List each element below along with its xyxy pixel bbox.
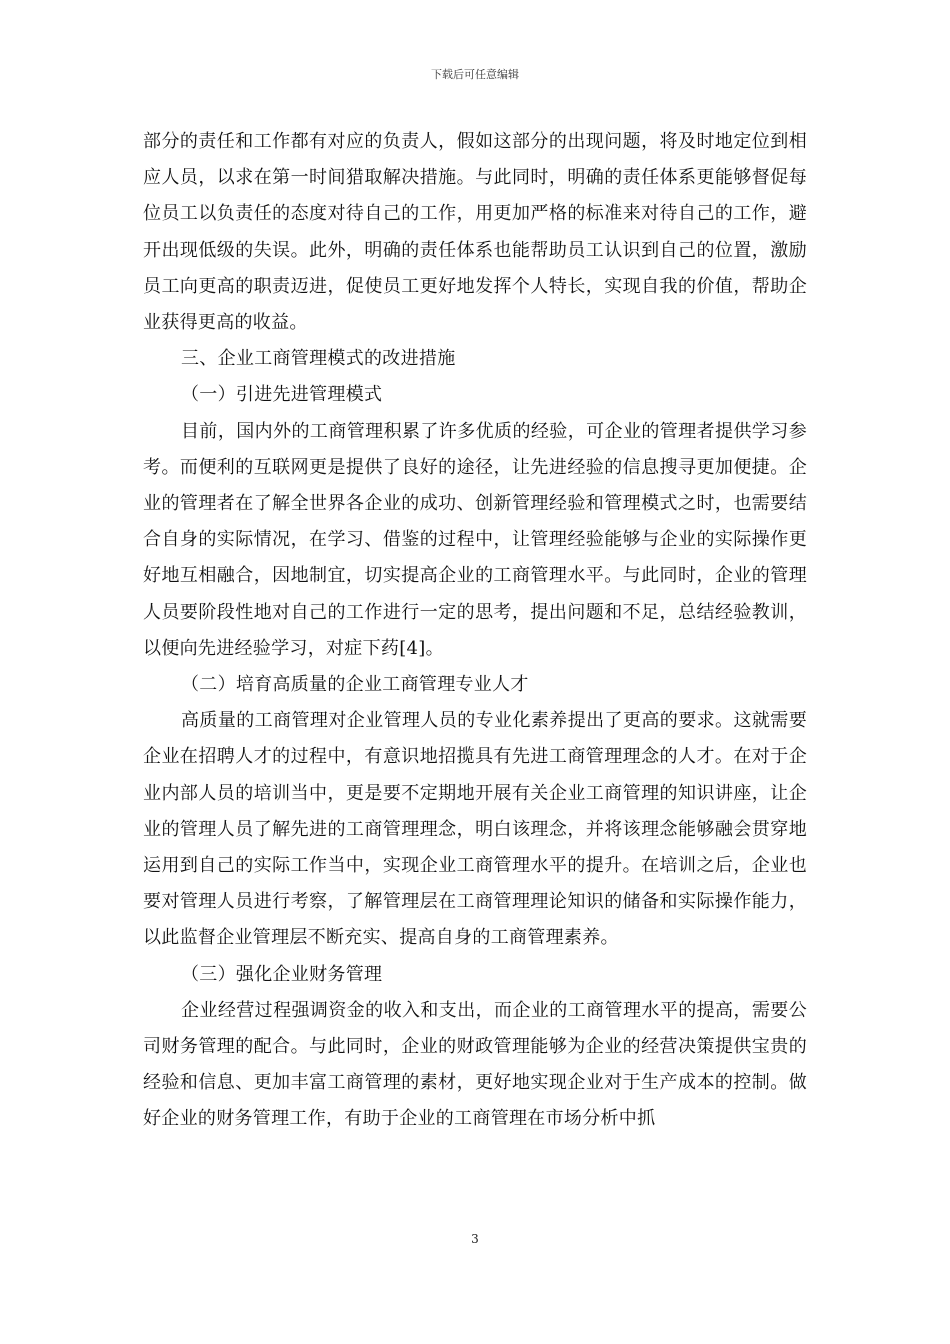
section-heading-improvement: 三、企业工商管理模式的改进措施 xyxy=(181,348,456,370)
page-number: 3 xyxy=(471,1232,479,1246)
subheading-finance: （三）强化企业财务管理 xyxy=(181,963,383,985)
document-body xyxy=(143,124,807,1138)
paragraph-responsibility: 部分的责任和工作都有对应的负责人，假如这部分的出现问题，将及时地定位到相应人员，以求在第一时间猎取解决措施。与此同时，明确的责任体系更能够督促每位员工以负责任的态度对待自己的工作，用更加严格的标准来对待自己的工作，避开出现低级的失误。此外，明确的责任体系也能帮助员工认识到自己的位置，激励员工向更高的职责迈进，促使员工更好地发挥个人特长，实现自我的价值，帮助企业获得更高的收益。 xyxy=(143,131,807,334)
subheading-talent: （二）培育高质量的企业工商管理专业人才 xyxy=(181,674,529,696)
paragraph-finance: 企业经营过程强调资金的收入和支出，而企业的工商管理水平的提高，需要公司财务管理的配合。与此同时，企业的财政管理能够为企业的经营决策提供宝贵的经验和信息、更加丰富工商管理的素材，更好地实现企业对于生产成本的控制。做好企业的财务管理工作，有助于企业的工商管理在市场分析中抓 xyxy=(143,999,807,1130)
paragraph-talent: 高质量的工商管理对企业管理人员的专业化素养提出了更高的要求。这就需要企业在招聘人才的过程中，有意识地招揽具有先进工商管理理念的人才。在对于企业内部人员的培训当中，更是要不定期地开展有关企业工商管理的知识讲座，让企业的管理人员了解先进的工商管理理念，明白该理念，并将该理念能够融会贯穿地运用到自己的实际工作当中，实现企业工商管理水平的提升。在培训之后，企业也要对管理人员进行考察，了解管理层在工商管理理论知识的储备和实际操作能力，以此监督企业管理层不断充实、提高自身的工商管理素养。 xyxy=(143,710,807,949)
page-header: 下载后可任意编辑 xyxy=(431,68,519,81)
paragraph-advanced-model: 目前，国内外的工商管理积累了许多优质的经验，可企业的管理者提供学习参考。而便利的互联网更是提供了良好的途径，让先进经验的信息搜寻更加便捷。企业的管理者在了解全世界各企业的成功、创新管理经验和管理模式之时，也需要结合自身的实际情况，在学习、借鉴的过程中，让管理经验能够与企业的实际操作更好地互相融合，因地制宜，切实提高企业的工商管理水平。与此同时，企业的管理人员要阶段性地对自己的工作进行一定的思考，提出问题和不足，总结经验教训，以便向先进经验学习，对症下药[4]。 xyxy=(143,420,807,659)
subheading-advanced-model: （一）引进先进管理模式 xyxy=(181,384,383,406)
